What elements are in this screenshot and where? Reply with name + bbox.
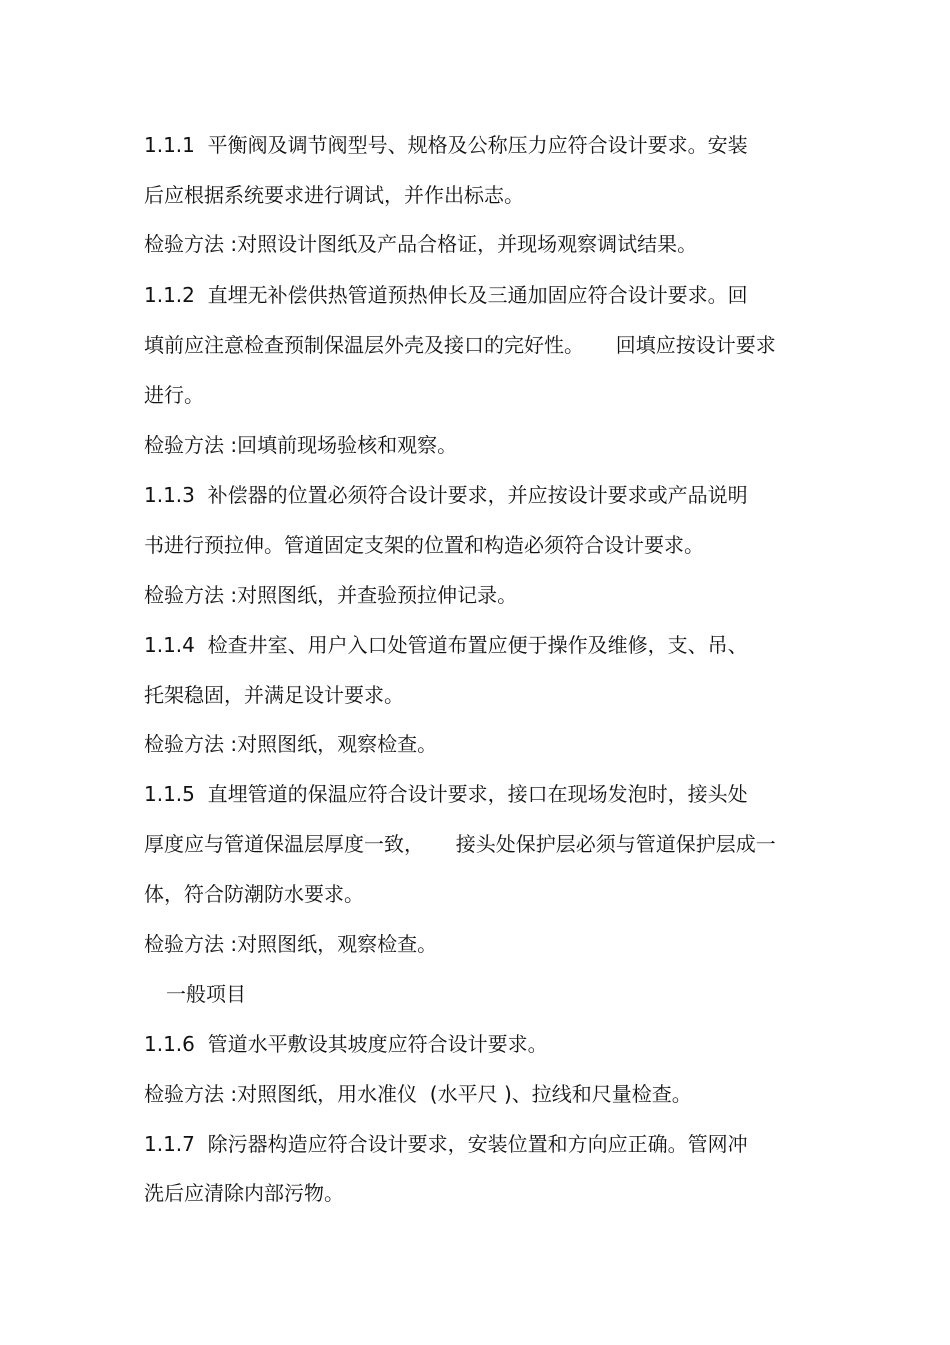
clause-1-1-7-line-2: 洗后应清除内部污物。 — [144, 1181, 344, 1205]
clause-1-1-4-line-2: 托架稳固，并满足设计要求。 — [144, 683, 404, 707]
clause-1-1-6: 1.1.6 管道水平敷设其坡度应符合设计要求。 — [144, 1032, 548, 1056]
clause-1-1-5-line-3: 体，符合防潮防水要求。 — [144, 882, 364, 906]
clause-1-1-2-line-3: 进行。 — [144, 383, 204, 407]
section-heading-general-items: 一般项目 — [166, 982, 246, 1006]
clause-1-1-1-line-1: 1.1.1 平衡阀及调节阀型号、规格及公称压力应符合设计要求。安装 — [144, 133, 748, 157]
clause-1-1-5-line-2: 厚度应与管道保温层厚度一致， 接头处保护层必须与管道保护层成一 — [144, 832, 776, 856]
clause-1-1-2-line-1: 1.1.2 直埋无补偿供热管道预热伸长及三通加固应符合设计要求。回 — [144, 283, 748, 307]
clause-1-1-3-line-1: 1.1.3 补偿器的位置必须符合设计要求，并应按设计要求或产品说明 — [144, 483, 748, 507]
clause-1-1-3-line-2: 书进行预拉伸。管道固定支架的位置和构造必须符合设计要求。 — [144, 533, 704, 557]
inspection-method-1-1-6: 检验方法 :对照图纸，用水准仪 (水平尺 )、拉线和尺量检查。 — [144, 1082, 692, 1106]
inspection-method-1-1-4: 检验方法 :对照图纸，观察检查。 — [144, 732, 438, 756]
clause-1-1-4-line-1: 1.1.4 检查井室、用户入口处管道布置应便于操作及维修，支、吊、 — [144, 633, 748, 657]
inspection-method-1-1-3: 检验方法 :对照图纸，并查验预拉伸记录。 — [144, 583, 518, 607]
clause-1-1-1-line-2: 后应根据系统要求进行调试，并作出标志。 — [144, 183, 524, 207]
clause-1-1-2-line-2: 填前应注意检查预制保温层外壳及接口的完好性。 回填应按设计要求 — [144, 333, 776, 357]
inspection-method-1-1-1: 检验方法 :对照设计图纸及产品合格证，并现场观察调试结果。 — [144, 232, 698, 256]
inspection-method-1-1-5: 检验方法 :对照图纸，观察检查。 — [144, 932, 438, 956]
clause-1-1-7-line-1: 1.1.7 除污器构造应符合设计要求，安装位置和方向应正确。管网冲 — [144, 1132, 748, 1156]
clause-1-1-5-line-1: 1.1.5 直埋管道的保温应符合设计要求，接口在现场发泡时，接头处 — [144, 782, 748, 806]
inspection-method-1-1-2: 检验方法 :回填前现场验核和观察。 — [144, 433, 458, 457]
